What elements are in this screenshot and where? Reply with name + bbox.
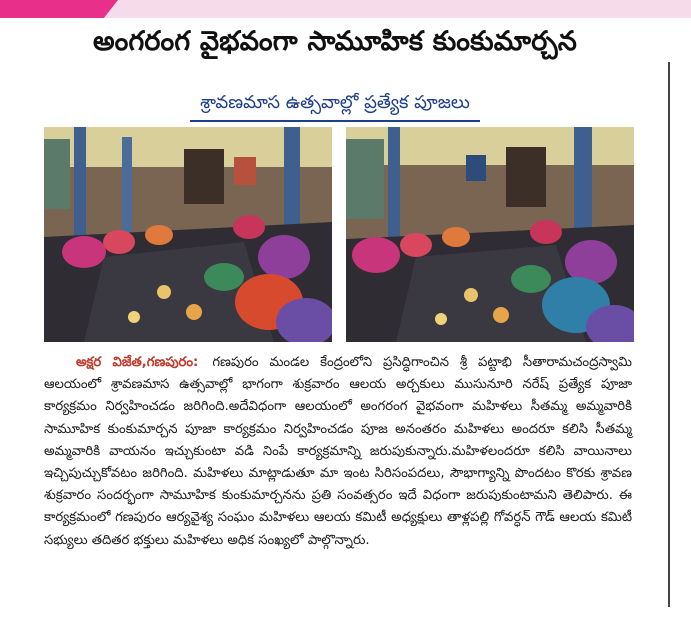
event-photo-left — [44, 127, 332, 342]
column-rule — [668, 62, 670, 607]
article-body — [44, 352, 632, 552]
subheadline-container — [20, 92, 650, 122]
byline: అక్షర విజేత,గణపురం: — [76, 355, 199, 370]
article-body-text: గణపురం మండల కేంద్రంలోని ప్రసిద్ధిగాంచిన శ్రీ పట్టాభి సీతారామచంద్రస్వామి ఆలయంలో శ్రావణమాస ఉత్సవాల్లో భాగంగా శుక్రవారం ఆలయ అర్చకులు ముసునూరి నరేష్ ప్రత్యేక పూజా కార్యక్రమం నిర్వహించడం జరిగింది.అదేవిధంగా ఆలయంలో అంగరంగ వైభవంగా మహిళలు సీతమ్మ అమ్మవారికి సామూహిక కుంకుమార్చన పూజా కార్యక్రమం నిర్వహించడం పూజ అనంతరం మహిళలు అందరూ కలిసి సీతమ్మ అమ్మవారికి వాయనం ఇచ్చుకుంటా వడి నింపే కార్యక్రమాన్ని జరుపుకున్నారు.మహిళలందరూ కలిసి వాయినాలు ఇచ్చిపుచ్చుకోవటం జరిగింది. మహిళలు మాట్లాడుతూ మా ఇంట సిరిసంపదలు, సౌభాగ్యాన్ని పొందటం కొరకు శ్రావణ శుక్రవారం సందర్భంగా సామూహిక కుంకుమార్చనను ప్రతి సంవత్సరం ఇదే విధంగా జరుపుకుంటామని తెలిపారు. ఈ కార్యక్రమంలో గణపురం ఆర్యవైశ్య సంఘం మహిళలు ఆలయ కమిటీ అధ్యక్షులు తాళ్లపల్లి గోవర్ధన్ గౌడ్ ఆలయ కమిటీ సభ్యులు తదితర భక్తులు మహిళలు అధిక సంఖ్యలో పాల్గొన్నారు. — [44, 355, 633, 548]
article-headline: అంగరంగ వైభవంగా సామూహిక కుంకుమార్చన — [93, 26, 577, 57]
banner-accent — [0, 0, 118, 18]
article-subheadline: శ్రావణమాస ఉత్సవాల్లో ప్రత్యేక పూజలు — [190, 92, 480, 122]
event-photo-right — [346, 127, 634, 342]
